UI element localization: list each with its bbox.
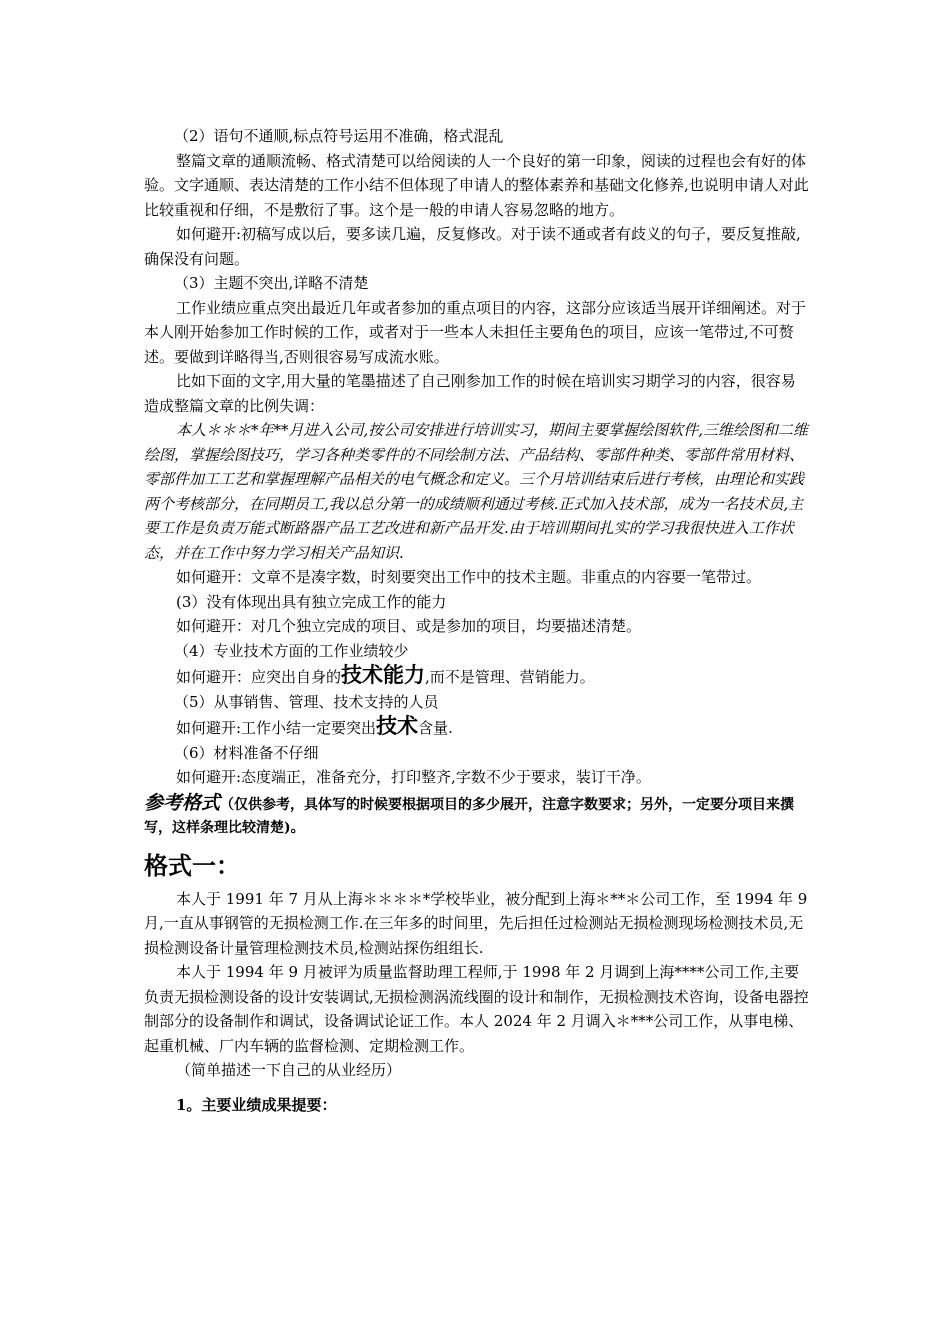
emphasis: 技术能力 [341, 662, 426, 687]
subsection-title: 1。主要业绩成果提要： [176, 1095, 337, 1114]
list-item: （5）从事销售、管理、技术支持的人员 [174, 692, 439, 711]
heading-3: （3）主题不突出,详略不清楚 [174, 274, 369, 292]
document-page [144, 124, 810, 1117]
paragraph: 本人于 1994 年 9 月被评为质量监督助理工程师,于 1998 年 2 月调到上海****公司工作,主要负责无损检测设备的设计安装调试,无损检测涡流线圈的设计和制作，无损检测技术咨询，设备电器控制部分的设备制作和调试，设备调试论证工作。本人 2024 年 2 月调入＊***公司工作，从事电梯、起重机械、厂内车辆的监督检测、定期检测工作。 [144, 963, 809, 1055]
list-item: 如何避开:态度端正，准备充分，打印整齐,字数不少于要求，装订干净。 [176, 768, 651, 786]
list-item [144, 663, 810, 690]
text: ,而不是管理、营销能力。 [425, 668, 595, 686]
paragraph: 比如下面的文字,用大量的笔墨描述了自己刚参加工作的时候在培训实习期学习的内容，很容易造成整篇文章的比例失调： [144, 372, 796, 415]
list-item: 如何避开：对几个独立完成的项目、或是参加的项目，均要描述清楚。 [176, 617, 642, 635]
text: 如何避开：应突出自身的 [176, 668, 342, 686]
paragraph: （简单描述一下自己的从业经历） [176, 1061, 402, 1079]
example-quote: 本人＊＊＊*年**月进入公司,按公司安排进行培训实习，期间主要掌握绘图软件,三维绘图和二维绘图，掌握绘图技巧，学习各种类零件的不同绘制方法、产品结构、零部件种类、零部件常用材料、零部件加工工艺和掌握理解产品相关的电气概念和定义。三个月培训结束后进行考核，由理论和实践两个考核部分，在同期员工,我以总分第一的成绩顺利通过考核.正式加入技术部，成为一名技术员,主要工作是负责万能式断路器产品工艺改进和新产品开发.由于培训期间扎实的学习我很快进入工作状态，并在工作中努力学习相关产品知识. [144, 421, 809, 562]
text: 如何避开:工作小结一定要突出 [176, 719, 377, 737]
paragraph: 如何避开:初稿写成以后，要多读几遍，反复修改。对于读不通或者有歧义的句子，要反复推敲,确保没有问题。 [144, 225, 801, 268]
reference-note: （仅供参考，具体写的时候要根据项目的多少展开，注意字数要求；另外，一定要分项目来撰写，这样条理比较清楚)。 [144, 796, 795, 836]
reference-heading: 参考格式 [144, 791, 221, 814]
paragraph: 工作业绩应重点突出最近几年或者参加的重点项目的内容，这部分应该适当展开详细阐述。对于本人刚开始参加工作时候的工作，或者对于一些本人未担任主要角色的项目，应该一笔带过,不可赘述。要做到详略得当,否则很容易写成流水账。 [144, 298, 807, 366]
paragraph: 本人于 1991 年 7 月从上海＊＊＊＊*学校毕业，被分配到上海＊**＊公司工作，至 1994 年 9 月,一直从事钢管的无损检测工作.在三年多的时间里，先后担任过检测站无损检测现场检测技术员,无损检测设备计量管理检测技术员,检测站探伤组组长. [144, 889, 808, 957]
heading-2: （2）语句不通顺,标点符号运用不准确，格式混乱 [174, 127, 504, 145]
list-item [144, 714, 810, 741]
paragraph: 如何避开：文章不是凑字数，时刻要突出工作中的技术主题。非重点的内容要一笔带过。 [176, 568, 762, 586]
section-title: 格式一： [144, 850, 240, 880]
list-item: (3）没有体现出具有独立完成工作的能力 [176, 592, 447, 611]
reference-format-note [144, 792, 810, 839]
emphasis: 技术 [376, 713, 419, 738]
list-item: （4）专业技术方面的工作业绩较少 [174, 641, 409, 660]
list-item: （6）材料准备不仔细 [174, 743, 319, 762]
text: 含量. [418, 719, 453, 737]
paragraph: 整篇文章的通顺流畅、格式清楚可以给阅读的人一个良好的第一印象，阅读的过程也会有好的体验。文字通顺、表达清楚的工作小结不但体现了申请人的整体素养和基础文化修养,也说明申请人对此比较重视和仔细，不是敷衍了事。这个是一般的申请人容易忽略的地方。 [144, 151, 809, 219]
